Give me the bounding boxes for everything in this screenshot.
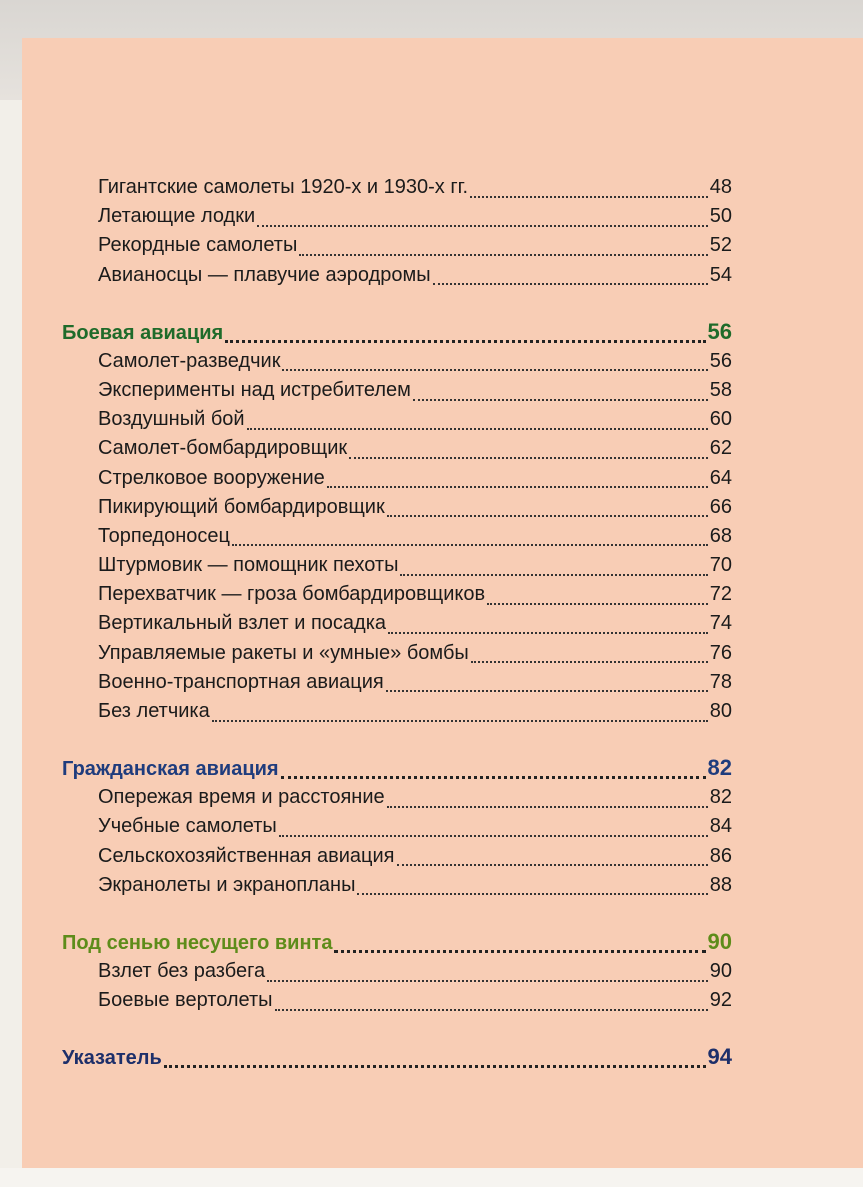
toc-entry-page: 82 — [709, 786, 732, 809]
toc-entry — [62, 700, 732, 729]
toc-section-title: Указатель — [62, 1047, 162, 1070]
dot-leader — [470, 196, 708, 198]
dot-leader — [232, 544, 708, 546]
dot-leader — [275, 1009, 708, 1011]
toc-entry-title: Воздушный бой — [98, 408, 245, 431]
toc-entry-page: 92 — [709, 989, 732, 1012]
toc-section-civil-aviation — [62, 755, 732, 786]
background-strip-bottom — [0, 1168, 863, 1187]
toc-entry — [62, 350, 732, 379]
toc-entry-title: Самолет-бомбардировщик — [98, 437, 348, 460]
toc-entry-page: 86 — [709, 844, 732, 867]
toc-entry-page: 72 — [709, 583, 732, 606]
toc-entry-page: 48 — [709, 176, 732, 198]
toc-entry-title: Взлет без разбега — [98, 959, 266, 982]
toc-entry-title: Торпедоносец — [98, 524, 230, 547]
dot-leader — [349, 457, 708, 459]
dot-leader — [397, 864, 708, 866]
toc-entry-title: Рекордные самолеты — [98, 234, 298, 257]
toc-entry — [62, 408, 732, 437]
toc-entry-page: 84 — [709, 815, 732, 838]
toc-entry — [62, 612, 732, 641]
dot-leader — [413, 399, 708, 401]
toc-entry-page: 78 — [709, 670, 732, 693]
dot-leader — [387, 806, 708, 808]
toc-entry — [62, 554, 732, 583]
toc-entry-page: 50 — [709, 205, 732, 228]
toc-entry-title: Перехватчик — гроза бомбардировщиков — [98, 583, 486, 606]
toc-entry — [62, 437, 732, 466]
dot-leader — [212, 720, 708, 722]
toc-section-page: 94 — [707, 1044, 732, 1070]
dot-leader — [388, 632, 708, 634]
toc-section-combat-aviation — [62, 319, 732, 350]
dot-leader — [281, 776, 706, 779]
toc-entry-title: Пикирующий бомбардировщик — [98, 495, 385, 518]
toc-entry — [62, 960, 732, 989]
toc-entry-page: 74 — [709, 612, 732, 635]
toc-entry-page: 88 — [709, 873, 732, 896]
dot-leader — [386, 690, 708, 692]
toc-entry-title: Экранолеты и экранопланы — [98, 873, 356, 896]
dot-leader — [247, 428, 708, 430]
dot-leader — [334, 950, 705, 953]
toc-entry-title: Управляемые ракеты и «умные» бомбы — [98, 641, 469, 664]
toc-entry-page: 90 — [709, 959, 732, 982]
toc-entry-title: Гигантские самолеты 1920-х и 1930-х гг. — [98, 176, 469, 198]
toc-entry-title: Без летчика — [98, 700, 210, 722]
toc-entry-title: Стрелковое вооружение — [98, 466, 325, 489]
toc-entry — [62, 845, 732, 874]
toc-entry-title: Эксперименты над истребителем — [98, 378, 411, 401]
toc-section-rotorcraft — [62, 929, 732, 960]
dot-leader — [487, 603, 708, 605]
toc-entry — [62, 671, 732, 700]
toc-entry-page: 58 — [709, 378, 732, 401]
toc-entry-title: Летающие лодки — [98, 205, 256, 228]
dot-leader — [357, 893, 707, 895]
toc-entry-page: 60 — [709, 408, 732, 431]
toc-entry-page: 70 — [709, 554, 732, 577]
toc-entry — [62, 176, 732, 205]
dot-leader — [471, 661, 708, 663]
toc-entry-page: 76 — [709, 641, 732, 664]
toc-section-index — [62, 1044, 732, 1075]
toc-entry-title: Штурмовик — помощник пехоты — [98, 554, 399, 577]
dot-leader — [279, 835, 708, 837]
toc-entry-page: 56 — [709, 349, 732, 372]
toc-entry-title: Учебные самолеты — [98, 815, 277, 838]
toc-section-page: 90 — [707, 928, 732, 954]
dot-leader — [299, 254, 707, 256]
toc-entry-title: Боевые вертолеты — [98, 989, 273, 1012]
dot-leader — [327, 486, 708, 488]
toc-entry — [62, 642, 732, 671]
toc-entry-page: 62 — [709, 437, 732, 460]
toc-entry-title: Опережая время и расстояние — [98, 786, 385, 809]
toc-section-title: Боевая авиация — [62, 321, 224, 344]
dot-leader — [433, 283, 708, 285]
toc-section-page: 82 — [707, 755, 732, 781]
dot-leader — [282, 369, 707, 371]
toc-entry — [62, 583, 732, 612]
dot-leader — [267, 980, 708, 982]
toc-entry-title: Авианосцы — плавучие аэродромы — [98, 263, 431, 286]
toc-entry-title: Вертикальный взлет и посадка — [98, 612, 387, 635]
toc-section-title: Гражданская авиация — [62, 758, 279, 781]
toc-entry — [62, 874, 732, 903]
dot-leader — [164, 1065, 706, 1068]
toc-entry-page: 64 — [709, 466, 732, 489]
toc-entry — [62, 467, 732, 496]
toc-entry — [62, 989, 732, 1018]
toc-entry-page: 68 — [709, 524, 732, 547]
dot-leader — [225, 340, 705, 343]
toc-entry — [62, 496, 732, 525]
toc-entry — [62, 234, 732, 263]
toc-entry — [62, 264, 732, 293]
toc-entry — [62, 205, 732, 234]
toc-entry-page: 52 — [709, 234, 732, 257]
dot-leader — [257, 225, 708, 227]
toc-entry-page: 54 — [709, 263, 732, 286]
toc-entry-page: 66 — [709, 495, 732, 518]
toc-entry-page: 80 — [709, 700, 732, 722]
toc-entry-title: Военно-транспортная авиация — [98, 670, 384, 693]
dot-leader — [400, 574, 707, 576]
toc-section-title: Под сенью несущего винта — [62, 931, 333, 954]
toc-entry — [62, 815, 732, 844]
toc-section-page: 56 — [707, 318, 732, 344]
toc-entry — [62, 786, 732, 815]
toc-entry-title: Сельскохозяйственная авиация — [98, 844, 395, 867]
dot-leader — [387, 515, 708, 517]
toc-entry — [62, 525, 732, 554]
toc-entry-title: Самолет-разведчик — [98, 349, 281, 372]
toc-entry — [62, 379, 732, 408]
table-of-contents — [62, 176, 732, 1075]
